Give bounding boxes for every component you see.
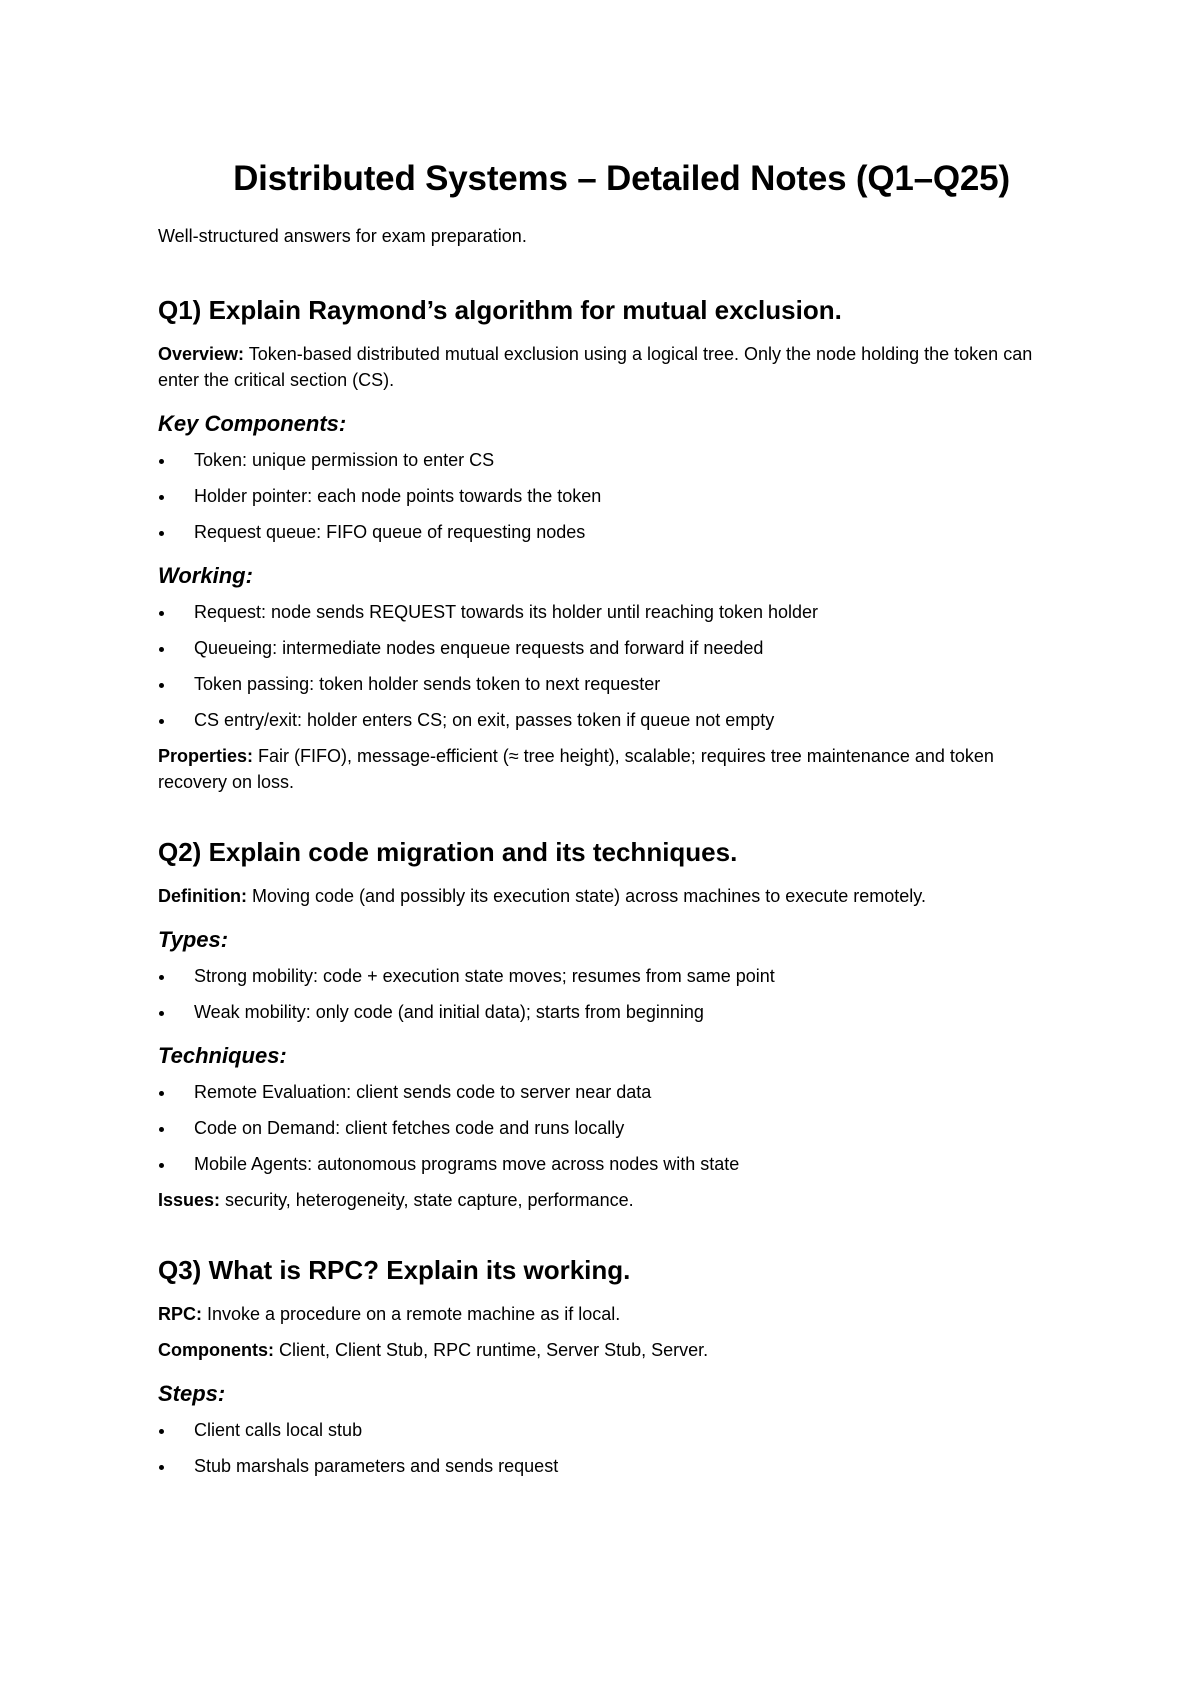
bullet-icon [159, 611, 164, 616]
list-item-text: Request queue: FIFO queue of requesting nodes [194, 522, 586, 542]
q3-rpc-label: RPC: [158, 1304, 202, 1324]
list-item [158, 447, 1055, 473]
list-item [158, 963, 1055, 989]
document-title: Distributed Systems – Detailed Notes (Q1–Q25) [233, 159, 1010, 198]
q1-overview-label: Overview: [158, 344, 245, 364]
list-item-text: Client calls local stub [194, 1420, 363, 1440]
document-subtitle: Well-structured answers for exam preparation. [158, 226, 527, 246]
list-item [158, 599, 1055, 625]
list-item-text: Code on Demand: client fetches code and runs locally [194, 1118, 625, 1138]
list-item [158, 1115, 1055, 1141]
q1-components-list [158, 447, 1055, 545]
list-item-text: Request: node sends REQUEST towards its holder until reaching token holder [194, 602, 819, 622]
question-2-section [158, 835, 1055, 1213]
q2-definition [158, 883, 1055, 909]
list-item [158, 635, 1055, 661]
bullet-icon [159, 459, 164, 464]
q3-steps-list [158, 1417, 1055, 1479]
q2-techniques-list [158, 1079, 1055, 1177]
list-item-text: Queueing: intermediate nodes enqueue requests and forward if needed [194, 638, 764, 658]
question-1-heading: Q1) Explain Raymond’s algorithm for mutual exclusion. [158, 295, 842, 325]
list-item-text: Weak mobility: only code (and initial data); starts from beginning [194, 1002, 704, 1022]
q1-properties [158, 743, 1055, 795]
q2-types-list [158, 963, 1055, 1025]
bullet-icon [159, 1011, 164, 1016]
bullet-icon [159, 1163, 164, 1168]
question-3-heading: Q3) What is RPC? Explain its working. [158, 1255, 631, 1285]
q2-definition-text: Moving code (and possibly its execution state) across machines to execute remotely. [246, 886, 926, 906]
list-item-text: Token: unique permission to enter CS [194, 450, 495, 470]
q2-techniques-heading: Techniques: [158, 1043, 287, 1068]
q1-overview-text: Token-based distributed mutual exclusion using a logical tree. Only the node holding the token can enter the critical section (CS). [158, 344, 1033, 390]
bullet-icon [159, 495, 164, 500]
list-item-text: Stub marshals parameters and sends request [194, 1456, 559, 1476]
q1-components-heading: Key Components: [158, 411, 347, 436]
list-item [158, 999, 1055, 1025]
q1-overview [158, 341, 1055, 393]
list-item-text: Strong mobility: code + execution state moves; resumes from same point [194, 966, 775, 986]
bullet-icon [159, 531, 164, 536]
q3-components [158, 1337, 1055, 1363]
q2-issues [158, 1187, 1055, 1213]
list-item-text: Mobile Agents: autonomous programs move across nodes with state [194, 1154, 740, 1174]
list-item [158, 1453, 1055, 1479]
q2-issues-label: Issues: [158, 1190, 221, 1210]
q1-working-list [158, 599, 1055, 733]
list-item [158, 1151, 1055, 1177]
bullet-icon [159, 647, 164, 652]
list-item-text: CS entry/exit: holder enters CS; on exit, passes token if queue not empty [194, 710, 775, 730]
q1-working-heading: Working: [158, 563, 253, 588]
q1-properties-label: Properties: [158, 746, 254, 766]
q3-rpc-definition [158, 1301, 1055, 1327]
q2-types-heading: Types: [158, 927, 229, 952]
list-item-text: Token passing: token holder sends token to next requester [194, 674, 661, 694]
list-item [158, 1417, 1055, 1443]
q2-definition-label: Definition: [158, 886, 247, 906]
q1-properties-text: Fair (FIFO), message-efficient (≈ tree height), scalable; requires tree maintenance and token recovery on loss. [158, 746, 994, 792]
q3-rpc-text: Invoke a procedure on a remote machine as if local. [202, 1304, 621, 1324]
bullet-icon [159, 719, 164, 724]
bullet-icon [159, 683, 164, 688]
list-item-text: Holder pointer: each node points towards the token [194, 486, 602, 506]
bullet-icon [159, 1429, 164, 1434]
list-item [158, 671, 1055, 697]
q3-components-label: Components: [158, 1340, 274, 1360]
question-2-heading: Q2) Explain code migration and its techniques. [158, 837, 738, 867]
list-item-text: Remote Evaluation: client sends code to server near data [194, 1082, 652, 1102]
q3-components-text: Client, Client Stub, RPC runtime, Server Stub, Server. [274, 1340, 709, 1360]
list-item [158, 519, 1055, 545]
bullet-icon [159, 1091, 164, 1096]
q3-steps-heading: Steps: [158, 1381, 226, 1406]
bullet-icon [159, 1465, 164, 1470]
bullet-icon [159, 1127, 164, 1132]
list-item [158, 483, 1055, 509]
question-3-section [158, 1253, 1055, 1479]
question-1-section [158, 293, 1055, 795]
list-item [158, 1079, 1055, 1105]
bullet-icon [159, 975, 164, 980]
q2-issues-text: security, heterogeneity, state capture, performance. [220, 1190, 634, 1210]
list-item [158, 707, 1055, 733]
